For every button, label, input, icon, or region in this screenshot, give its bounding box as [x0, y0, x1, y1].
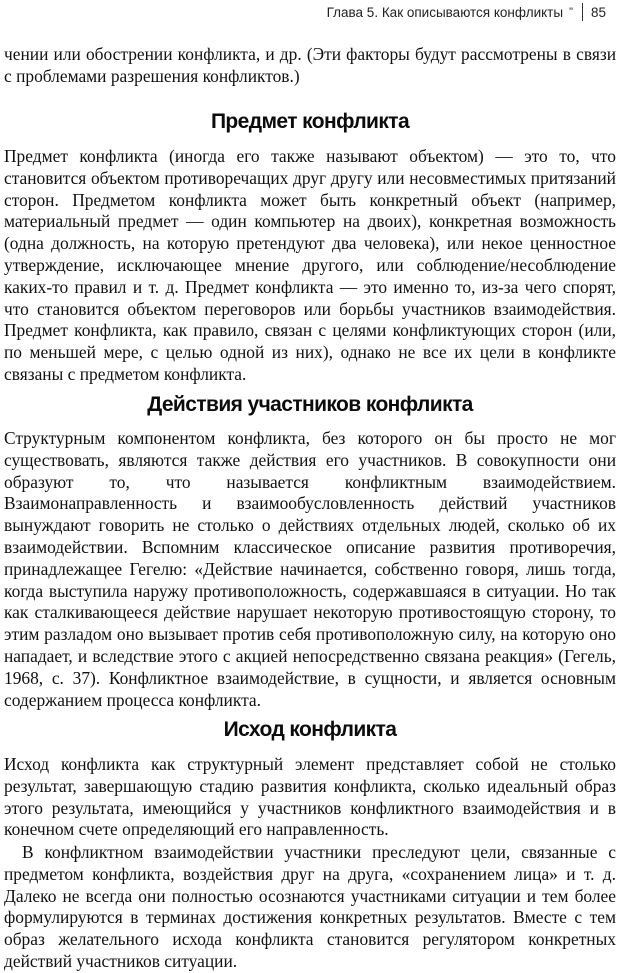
section-outcome-paragraph-1: Исход конфликта как структурный элемент представляет собой не столько результат, завершающую стадию развития конфликта, сколько идеальный образ этого результата, имеющийся у участников конфликтного взаимодействия и в конечном счете определяющий его направленность.: [4, 754, 616, 840]
section-actions-paragraph: Структурным компонентом конфликта, без которого он бы просто не мог существовать, являются также действия его участников. В совокупности они образуют то, что называется конфликтным взаимодействием. Взаимонаправленность и взаимообусловленность действий участников вынуждают говорить не столько о действиях отдельных людей, сколько об их взаимодействии. Вспомним классическое описание развития противоречия, принадлежащее Гегелю: «Действие начинается, собственно говоря, лишь тогда, когда выступила наружу противоположность, содержавшаяся в ситуации. Но так как сталкивающееся действие нарушает некоторую противостоящую сторону, то этим разладом оно вызывает против себя противоположную силу, на которую оно нападает, и вследствие этого с акцией непосредственно связана реакция» (Гегель, 1968, с. 37). Конфликтное взаимодействие, в сущности, и является основным содержанием процесса конфликта.: [4, 428, 616, 710]
section-heading-actions: Действия участников конфликта: [147, 393, 473, 416]
running-header: [327, 1, 606, 23]
section-outcome-paragraph-2: В конфликтном взаимодействии участники преследуют цели, связанные с предметом конфликта, воздействия друг на друга, «сохранением лица» и т. д. Далеко не всегда они полностью осознаются участниками ситуации и тем более формулируются в терминах достижения конкретных результатов. Вместе с тем образ желательного исхода конфликта становится регулятором конкретных действий участников ситуации.: [4, 842, 616, 971]
chapter-title: Глава 5. Как описываются конфликты: [326, 4, 564, 20]
header-mark: ": [569, 6, 572, 18]
section-heading-subject: Предмет конфликта: [210, 110, 410, 133]
intro-paragraph: чении или обострении конфликта, и др. (Эти факторы будут рассмотрены в связи с проблемами разрешения конфликтов.): [4, 44, 616, 86]
header-divider: [582, 3, 583, 21]
section-subject-paragraph: Предмет конфликта (иногда его также называют объектом) — это то, что становится объектом противоречащих друг другу или несовместимых притязаний сторон. Предметом конфликта может быть конкретный объект (например, материальный предмет — один компьютер на двоих), конкретная возможность (одна должность, на которую претендуют два человека), или некое ценностное утверждение, исключающее мнение другого, или соблюдение/несоблюдение каких-то правил и т. д. Предмет конфликта — это именно то, из-за чего спорят, что становится объектом переговоров или борьбы участников взаимодействия. Предмет конфликта, как правило, связан с целями конфликтующих сторон (или, по меньшей мере, с целью одной из них), однако не все их цели в конфликте связаны с предметом конфликта.: [4, 146, 616, 384]
section-heading-outcome: Исход конфликта: [223, 718, 397, 741]
page-number: 85: [590, 4, 606, 20]
